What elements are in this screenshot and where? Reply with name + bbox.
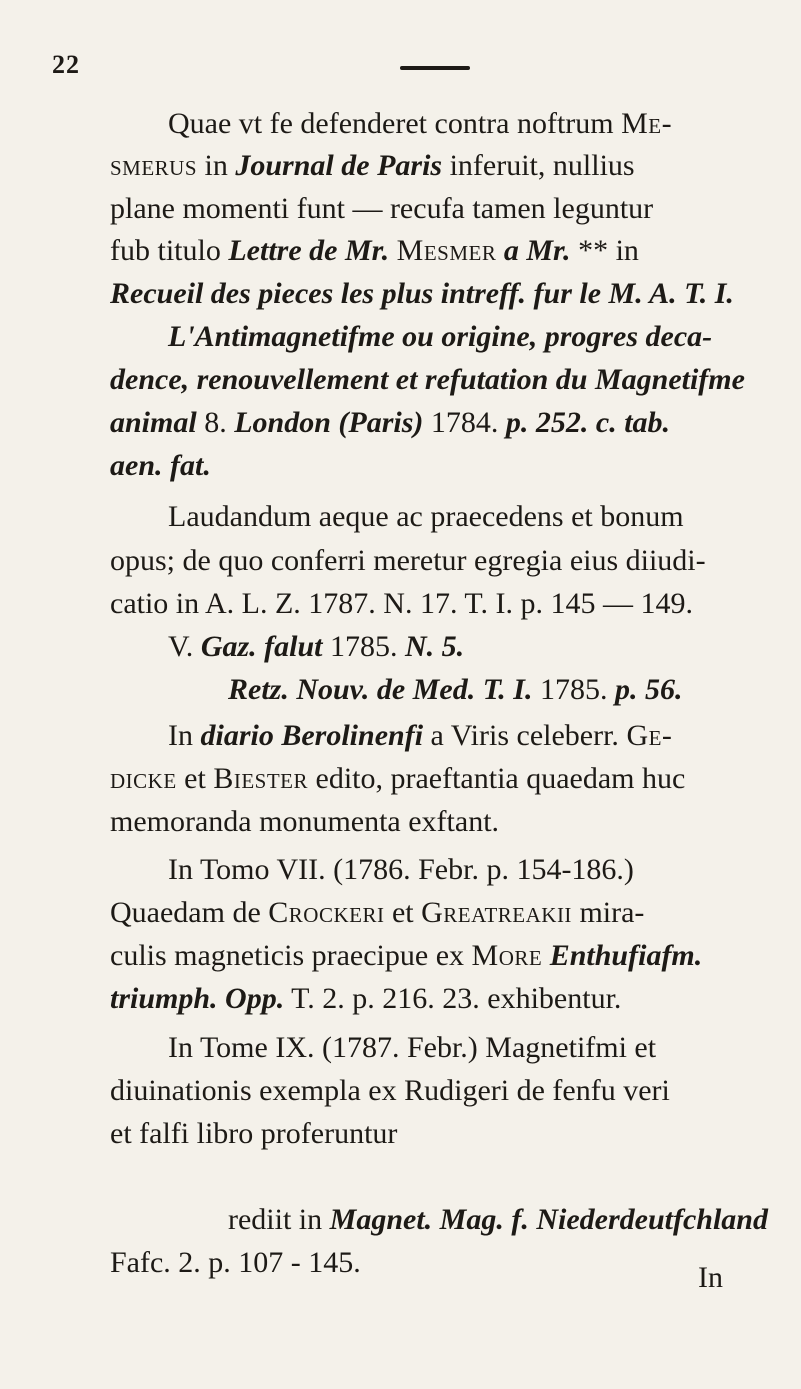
text-line-17: memoranda monumenta exftant. [110,805,500,838]
text-line-24: et falfi libro proferuntur [110,1117,398,1150]
text-line-16: dicke et Biester edito, praeftantia quaedam huc [110,762,686,795]
text-line-22: In Tome IX. (1787. Febr.) Magnetifmi et [168,1031,657,1064]
text-line-27: Fafc. 2. p. 107 - 145. [110,1246,361,1279]
text-line-10: Laudandum aeque ac praecedens et bonum [168,500,684,533]
text-line-8: animal 8. London (Paris) 1784. p. 252. c. tab. [110,406,671,439]
text-line-6: L'Antimagnetifme ou origine, progres deca- [168,320,713,353]
page-number: 22 [52,50,80,79]
header-rule [400,66,470,70]
text-line-19: Quaedam de Crockeri et Greatreakii mira- [110,896,645,929]
text-line-15: In diario Berolinenfi a Viris celeberr. Ge- [168,719,673,752]
text-line-13: V. Gaz. falut 1785. N. 5. [168,630,465,663]
text-line-4: fub titulo Lettre de Mr. Mesmer a Mr. ** in [110,234,639,267]
text-line-23: diuinationis exempla ex Rudigeri de fenfu veri [110,1074,670,1107]
text-line-11: opus; de quo conferri meretur egregia eius diiudi- [110,544,706,577]
text-line-5: Recueil des pieces les plus intreff. fur le M. A. T. I. [110,277,734,310]
text-line-21: triumph. Opp. T. 2. p. 216. 23. exhibentur. [110,982,622,1015]
catchword: In [698,1261,723,1294]
text-line-3: plane momenti funt — recufa tamen leguntur [110,192,654,225]
text-line-1: Quae vt fe defenderet contra noftrum Me- [168,107,673,140]
text-line-26: rediit in Magnet. Mag. f. Niederdeutfchland [228,1203,768,1236]
text-line-2: smerus in Journal de Paris inferuit, nullius [110,149,635,182]
text-line-9: aen. fat. [110,449,211,482]
text-line-7: dence, renouvellement et refutation du Magnetifme [110,363,745,396]
text-line-20: culis magneticis praecipue ex More Enthufiafm. [110,939,703,972]
text-line-18: In Tomo VII. (1786. Febr. p. 154-186.) [168,853,634,886]
text-line-12: catio in A. L. Z. 1787. N. 17. T. I. p. 145 — 149. [110,587,694,620]
text-line-14: Retz. Nouv. de Med. T. I. 1785. p. 56. [228,673,683,706]
